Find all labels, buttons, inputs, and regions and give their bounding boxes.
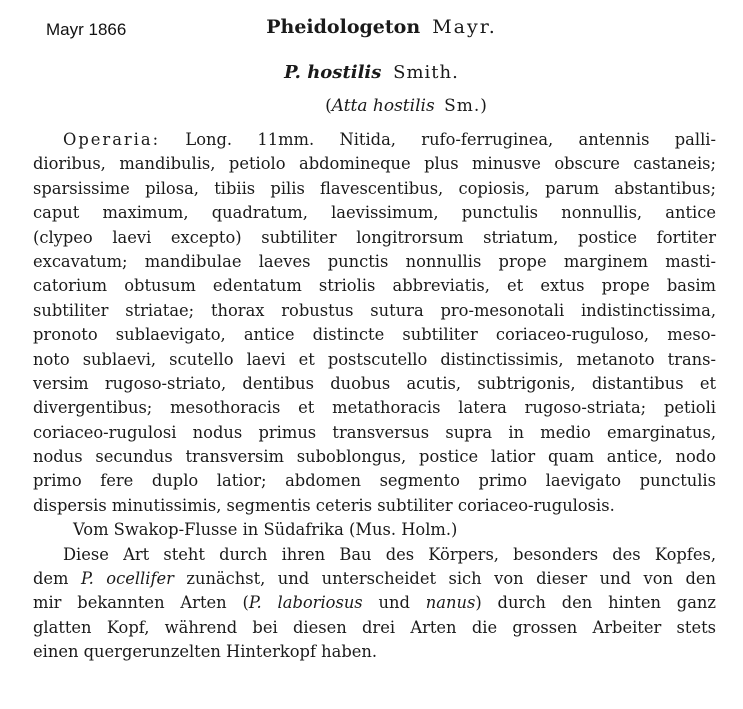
caste-label: Operaria: bbox=[63, 130, 161, 149]
synonym-line bbox=[0, 96, 743, 116]
species-ref: P. laboriosus bbox=[248, 593, 363, 613]
description-line: sparsissime pilosa, tibiis pilis flavescentibus, copiosis, parum abstantibus; bbox=[33, 178, 716, 198]
remarks-line: einen quergerunzelten Hinterkopf haben. bbox=[33, 642, 378, 662]
remarks-line: glatten Kopf, während bei diesen drei Arten die grossen Arbeiter stets bbox=[33, 617, 716, 637]
genus-name: Pheidologeton bbox=[266, 16, 421, 38]
locality-line: Vom Swakop-Flusse in Südafrika (Mus. Holm.) bbox=[73, 520, 458, 540]
description-line: excavatum; mandibulae laeves punctis nonnullis prope marginem masti- bbox=[33, 251, 716, 271]
species-ref: nanus bbox=[425, 593, 476, 613]
synonym-open-paren: ( bbox=[325, 96, 332, 116]
description-line: noto sublaevi, scutello laevi et postscutello distinctissimis, metanoto trans- bbox=[33, 349, 716, 369]
species-name: P. hostilis bbox=[284, 62, 382, 83]
scan-label: Mayr 1866 bbox=[46, 20, 127, 39]
description-line: pronoto sublaevigato, antice distincte subtiliter coriaceo-ruguloso, meso- bbox=[33, 325, 716, 345]
description-line: catorium obtusum edentatum striolis abbreviatis, et extus prope basim bbox=[33, 276, 716, 296]
species-author: Smith. bbox=[393, 62, 459, 83]
species-ref: P. ocellifer bbox=[80, 569, 174, 589]
description-line: (clypeo laevi excepto) subtiliter longitrorsum striatum, postice fortiter bbox=[33, 227, 716, 247]
description-line: versim rugoso-striato, dentibus duobus acutis, subtrigonis, distantibus et bbox=[33, 373, 716, 393]
description-line: dispersis minutissimis, segmentis ceteris subtiliter coriaceo-rugulosis. bbox=[33, 495, 615, 515]
remarks-line: Diese Art steht durch ihren Bau des Körpers, besonders des Kopfes, bbox=[63, 544, 716, 564]
description-line: caput maximum, quadratum, laevissimum, punctulis nonnullis, antice bbox=[33, 203, 716, 223]
synonym-name: Atta hostilis bbox=[331, 96, 435, 116]
synonym-author: Sm.) bbox=[444, 96, 488, 116]
remarks-line: mir bekannten Arten (P. laboriosus und nanus) durch den hinten ganz bbox=[33, 593, 716, 613]
description-line: subtiliter striatae; thorax robustus sutura pro-mesonotali indistinctissima, bbox=[33, 300, 716, 320]
genus-author: Mayr. bbox=[432, 16, 497, 38]
species-heading bbox=[0, 62, 743, 83]
description-line: Operaria: Long. 11mm. Nitida, rufo-ferruginea, antennis palli- bbox=[63, 130, 716, 149]
description-line: coriaceo-rugulosi nodus primus transversus supra in medio emarginatus, bbox=[33, 422, 716, 442]
description-line: dioribus, mandibulis, petiolo abdomineque plus minusve obscure castaneis; bbox=[33, 154, 716, 174]
remarks-line: dem P. ocellifer zunächst, und unterscheidet sich von dieser und von den bbox=[33, 569, 716, 589]
description-line: nodus secundus transversim suboblongus, postice latior quam antice, nodo bbox=[33, 447, 716, 467]
genus-heading bbox=[0, 16, 743, 38]
description-line: primo fere duplo latior; abdomen segmento primo laevigato punctulis bbox=[33, 471, 716, 491]
description-body bbox=[33, 128, 716, 665]
description-line: divergentibus; mesothoracis et metathoracis latera rugoso-striata; petioli bbox=[33, 398, 716, 418]
